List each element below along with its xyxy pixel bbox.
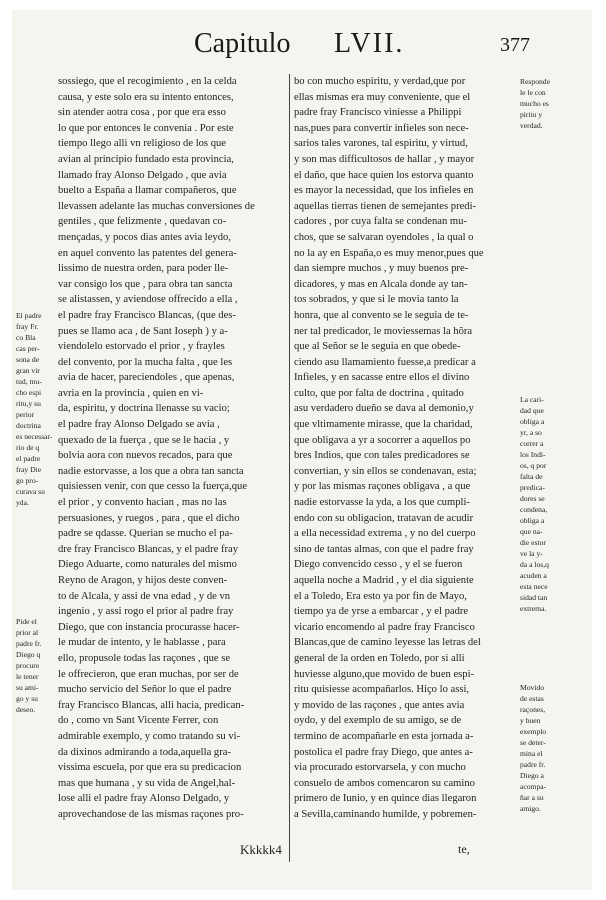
text-line: postolica el padre fray Diego, que antes a-	[294, 746, 473, 758]
text-line: aprovechandose de las mismas raçones pro-	[58, 808, 244, 820]
text-line: vicario encomendo al padre fray Francisco	[294, 621, 475, 633]
text-line: doctrina	[16, 421, 41, 430]
chapter-label: Capitulo	[194, 28, 291, 59]
text-line: Reyno de Aragon, y hijos deste conven-	[58, 575, 228, 586]
text-line: aquellas tierras tienen de semejantes predi-	[294, 200, 477, 212]
text-line: mina el	[520, 749, 543, 758]
margin-note-right-top	[520, 76, 590, 131]
text-line: Diego Aduarte, como naturales del mismo	[58, 559, 237, 571]
text-line: a ella necessidad extrema , y no del cuerpo	[294, 528, 476, 540]
text-line: no la ay en España,o es muy menor,pues que	[294, 247, 484, 259]
text-line: go pro-	[16, 476, 39, 485]
text-line: Diego a	[520, 771, 544, 780]
text-line: el daño, que hace quien los estorva quanto	[294, 169, 474, 181]
text-line: mençadas, y pocos dias antes avia leydo,	[58, 231, 231, 243]
text-line: que vltimamente mirasse, que la charidad,	[294, 419, 473, 431]
text-line: en aquel convento las patentes del genera-	[58, 247, 237, 259]
text-line: sossiego, que el recogimiento , en la celda	[58, 76, 237, 87]
text-line: da a los,q	[520, 560, 549, 569]
text-line: a Sevilla,caminando humilde, y pobremen-	[294, 808, 477, 820]
margin-note-left-bottom	[16, 616, 56, 715]
text-line: el padre fray Alonso Delgado se avia ,	[58, 419, 220, 431]
page-footer	[12, 842, 592, 866]
page-number: 377	[500, 34, 530, 56]
text-line: le le con	[520, 88, 546, 97]
text-line: padre fray Francisco viniesse a Philippi	[294, 107, 462, 119]
text-line: die estor	[520, 538, 546, 547]
text-line: avria en la provincia , quien en vi-	[58, 387, 204, 399]
text-line: que obligava a yr a socorrer a aquellos po	[294, 434, 471, 446]
text-line: se deter-	[520, 738, 546, 747]
text-line: del convento, por la mucha falta , que les	[58, 356, 233, 368]
text-line: correr a	[520, 439, 544, 448]
text-line: buelto a España a llamar compañeros, que	[58, 185, 237, 197]
text-line: verdad.	[520, 121, 543, 130]
text-line: el padre fray Francisco Blancas, (que des-	[58, 309, 236, 321]
text-line: bres Indios, que con tales predicadores se	[294, 450, 470, 462]
text-line: Pide el	[16, 617, 37, 626]
text-line: dores se	[520, 494, 545, 503]
text-line: Infieles, y en sacasse entre ellos el divino	[294, 372, 470, 384]
text-column-right	[294, 74, 516, 823]
text-line: y movido de las raçones , que antes avia	[294, 699, 465, 711]
text-line: el padre	[16, 454, 41, 463]
text-line: culto, que por falta de doctrina , quitado	[294, 387, 464, 399]
text-line: padre se qdasse. Querian se mucho el pa-	[58, 528, 233, 540]
text-line: ellas mismas era muy conveniente, que el	[294, 91, 471, 103]
text-line: Responde	[520, 77, 550, 86]
text-line: deseo.	[16, 705, 36, 714]
text-line: cho espi	[16, 388, 42, 397]
text-line: asu verdadero dueño se dava al demonio,y	[294, 403, 474, 415]
text-line: La cari-	[520, 395, 544, 404]
margin-note-left-top	[16, 310, 56, 508]
text-line: ñar a su	[520, 793, 544, 802]
text-line: Diego convencido cesso , y el se fueron	[294, 559, 463, 571]
text-line: que na-	[520, 527, 543, 536]
text-line: lissimo de nuestra orden, para poder lle-	[58, 263, 229, 275]
book-page	[12, 10, 592, 890]
text-line: lose alli el padre fray Alonso Delgado, y	[58, 793, 230, 805]
text-line: ner tal predicador, le moviessemas la hõra	[294, 325, 473, 337]
text-line: bolvia aora con nuevos recados, para que	[58, 450, 233, 462]
text-line: avia de hacer, pareciendoles , que apenas,	[58, 372, 235, 384]
text-line: aquella noche a Madrid , y el dia siguiente	[294, 575, 474, 586]
text-line: perior	[16, 410, 35, 419]
text-line: ve la y-	[520, 549, 543, 558]
signature-mark: Kkkkk4	[240, 842, 282, 857]
text-line: extrema.	[520, 604, 547, 613]
text-line: y son mas difficultosos de hallar , y mayor	[294, 153, 475, 165]
text-line: dan siempre muchos , y muy buenos pre-	[294, 263, 469, 275]
text-line: primero de Iunio, y en quince dias llegaron	[294, 793, 477, 805]
margin-note-right-middle	[520, 394, 590, 614]
text-line: exemplo	[520, 727, 547, 736]
text-line: llamado fray Alonso Delgado , que avia	[58, 169, 227, 181]
text-line: tiempo ya de yrse a embarcar , y el padre	[294, 606, 469, 618]
text-line: dad que	[520, 406, 544, 415]
text-line: le tener	[16, 672, 39, 681]
text-line: admirable exemplo, y como tratando su vi-	[58, 730, 241, 742]
text-line: llevassen adelante las muchas conversiones de	[58, 200, 255, 212]
text-line: cas per-	[16, 344, 40, 353]
text-line: rio de q	[16, 443, 40, 452]
text-line: piritu y	[520, 110, 543, 119]
text-line: acompa-	[520, 782, 547, 791]
text-line: tos sobrados, y que si le movia tanto la	[294, 294, 459, 306]
text-line: amigo.	[520, 804, 541, 813]
text-line: fray Francisco Blancas, alli hacia, predican-	[58, 699, 245, 711]
text-line: nadie estorvasse, a los que a obra tan sancta	[58, 465, 244, 477]
catchword: te,	[458, 842, 470, 856]
text-line: tud, mu-	[16, 377, 42, 386]
text-line: avian al principio fundado esta provincia,	[58, 153, 234, 165]
text-line: quexado de la fuerça , que se le hacia , y	[58, 434, 230, 446]
text-line: da dixinos admirando a toda,aquella gra-	[58, 746, 231, 758]
text-line: ello, propusole todas las raçones , que se	[58, 652, 231, 664]
text-line: ciendo asu llamamiento fuesse,a predicar a	[294, 356, 476, 368]
text-line: gran vir	[16, 366, 40, 375]
text-line: padre fr.	[16, 639, 42, 648]
text-line: via procurado estorvarsela, y con mucho	[294, 762, 466, 774]
text-line: sino de tantas almas, con que el padre fray	[294, 543, 474, 555]
text-line: el prior , y convento hacian , mas no las	[58, 497, 227, 509]
text-line: Movido	[520, 683, 545, 692]
text-line: co Bla	[16, 333, 36, 342]
text-line: ingenio , y assi rogo el prior al padre fray	[58, 606, 234, 618]
text-line: procure	[16, 661, 40, 670]
text-line: pues se llamo aca , de Sant Ioseph ) y a-	[58, 325, 228, 337]
text-line: sidad tan	[520, 593, 548, 602]
text-line: huviesse alguno,que movido de buen espi-	[294, 668, 475, 680]
column-divider	[289, 74, 290, 862]
text-line: su ami-	[16, 683, 39, 692]
text-line: ritu quisiesse acompañarlos. Hiço lo assi,	[294, 684, 470, 696]
text-line: predica-	[520, 483, 545, 492]
text-line: persuasiones, y ruegos , para , que el dicho	[58, 512, 240, 524]
text-line: condena,	[520, 505, 548, 514]
text-line: raçones,	[520, 705, 546, 714]
text-line: quisiessen venir, con que cesso la fuerça,que	[58, 481, 248, 493]
text-column-left	[58, 74, 284, 823]
text-line: bo con mucho espiritu, y verdad,que por	[294, 76, 466, 87]
text-line: lo que por entonces le convenia . Por este	[58, 122, 234, 134]
text-line: de estas	[520, 694, 544, 703]
text-line: chos, que se salvaran oyendoles , la qual o	[294, 231, 474, 243]
text-line: sin atender aotra cosa , por que era esso	[58, 107, 226, 119]
text-line: sona de	[16, 355, 39, 364]
text-line: falta de	[520, 472, 543, 481]
text-line: dicadores, y mas en Alcala donde ay tan-	[294, 278, 468, 290]
text-line: se alistassen, y aviendose offrecido a ella ,	[58, 294, 238, 306]
text-line: mucho es	[520, 99, 549, 108]
text-line: nadie estorvasse la yda, a los que cumpli-	[294, 497, 470, 509]
text-line: os, q por	[520, 461, 547, 470]
text-line: viendolelo estorvado el prior , y frayles	[58, 341, 225, 353]
text-line: le offrecieron, que eran muchas, por ser de	[58, 668, 239, 680]
text-line: fray Fr.	[16, 322, 39, 331]
text-line: los Indi-	[520, 450, 546, 459]
text-line: yr, a so	[520, 428, 542, 437]
text-line: esta nece	[520, 582, 548, 591]
text-line: general de la orden en Toledo, por si alli	[294, 652, 465, 664]
text-line: sarios tales varones, tal espiritu, y virtud,	[294, 138, 468, 150]
text-line: endo con su obligacion, tratavan de acudir	[294, 512, 474, 524]
text-line: yda.	[16, 498, 29, 507]
text-line: Diego, que con instancia procurasse hacer-	[58, 621, 240, 633]
text-line: curava su	[16, 487, 45, 496]
text-line: consuelo de ambos comencaron su camino	[294, 777, 475, 789]
text-line: honra, que al convento se le seguia de te-	[294, 309, 469, 321]
text-line: cadores , por cuya falta se condenan mu-	[294, 216, 467, 228]
text-line: El padre	[16, 311, 42, 320]
text-line: convertian, y sin ellos se condenavan, esta;	[294, 465, 477, 477]
text-line: termino de acompañarle en esta jornada a-	[294, 730, 474, 742]
text-line: acuden a	[520, 571, 547, 580]
text-line: padre fr.	[520, 760, 546, 769]
page-header	[12, 24, 592, 64]
text-line: que al Señor se le seguia en que obede-	[294, 341, 461, 353]
text-line: gentiles , que felizmente , quedavan co-	[58, 216, 227, 228]
text-line: es necessar-	[16, 432, 53, 441]
text-line: oydo, y del exemplo de su amigo, se de	[294, 715, 462, 727]
text-line: nas,pues para convertir infieles son nece-	[294, 122, 469, 134]
text-line: mas que humana , y su vida de Angel,hal-	[58, 777, 236, 789]
text-line: go y su	[16, 694, 38, 703]
text-line: do , como vn Sant Vicente Ferrer, con	[58, 715, 219, 727]
text-line: fray Die	[16, 465, 42, 474]
text-line: vissima escuela, por que era su predicacion	[58, 762, 242, 774]
text-line: to de Alcala, y assi de vna edad , y de vn	[58, 590, 231, 602]
text-line: es mayor la necessidad, que los infieles en	[294, 185, 474, 197]
text-line: causa, y este solo era su intento entonces,	[58, 91, 234, 103]
text-line: ritu,y su	[16, 399, 41, 408]
text-line: mucho servicio del Señor lo que el padre	[58, 684, 232, 696]
margin-note-right-bottom	[520, 682, 590, 814]
text-line: Blancas,que de camino leyesse las letras del	[294, 637, 481, 649]
text-line: obliga a	[520, 516, 545, 525]
text-line: tiempo llego alli vn religioso de los que	[58, 138, 226, 150]
text-line: le mudar de intento, y le hablasse , para	[58, 637, 226, 649]
text-line: y buen	[520, 716, 541, 725]
text-line: y por las mismas raçones obligava , a que	[294, 481, 471, 493]
text-line: dre fray Francisco Blancas, y el padre fray	[58, 543, 239, 555]
text-line: el a Toledo, Era esto ya por fin de Mayo,	[294, 590, 467, 602]
text-line: prior al	[16, 628, 39, 637]
text-line: var consigo los que , para obra tan sancta	[58, 278, 233, 290]
text-line: obliga a	[520, 417, 545, 426]
text-line: Diego q	[16, 650, 41, 659]
text-line: da, espiritu, y doctrina llenasse su vacio;	[58, 403, 230, 415]
chapter-number: LVII.	[334, 28, 405, 59]
